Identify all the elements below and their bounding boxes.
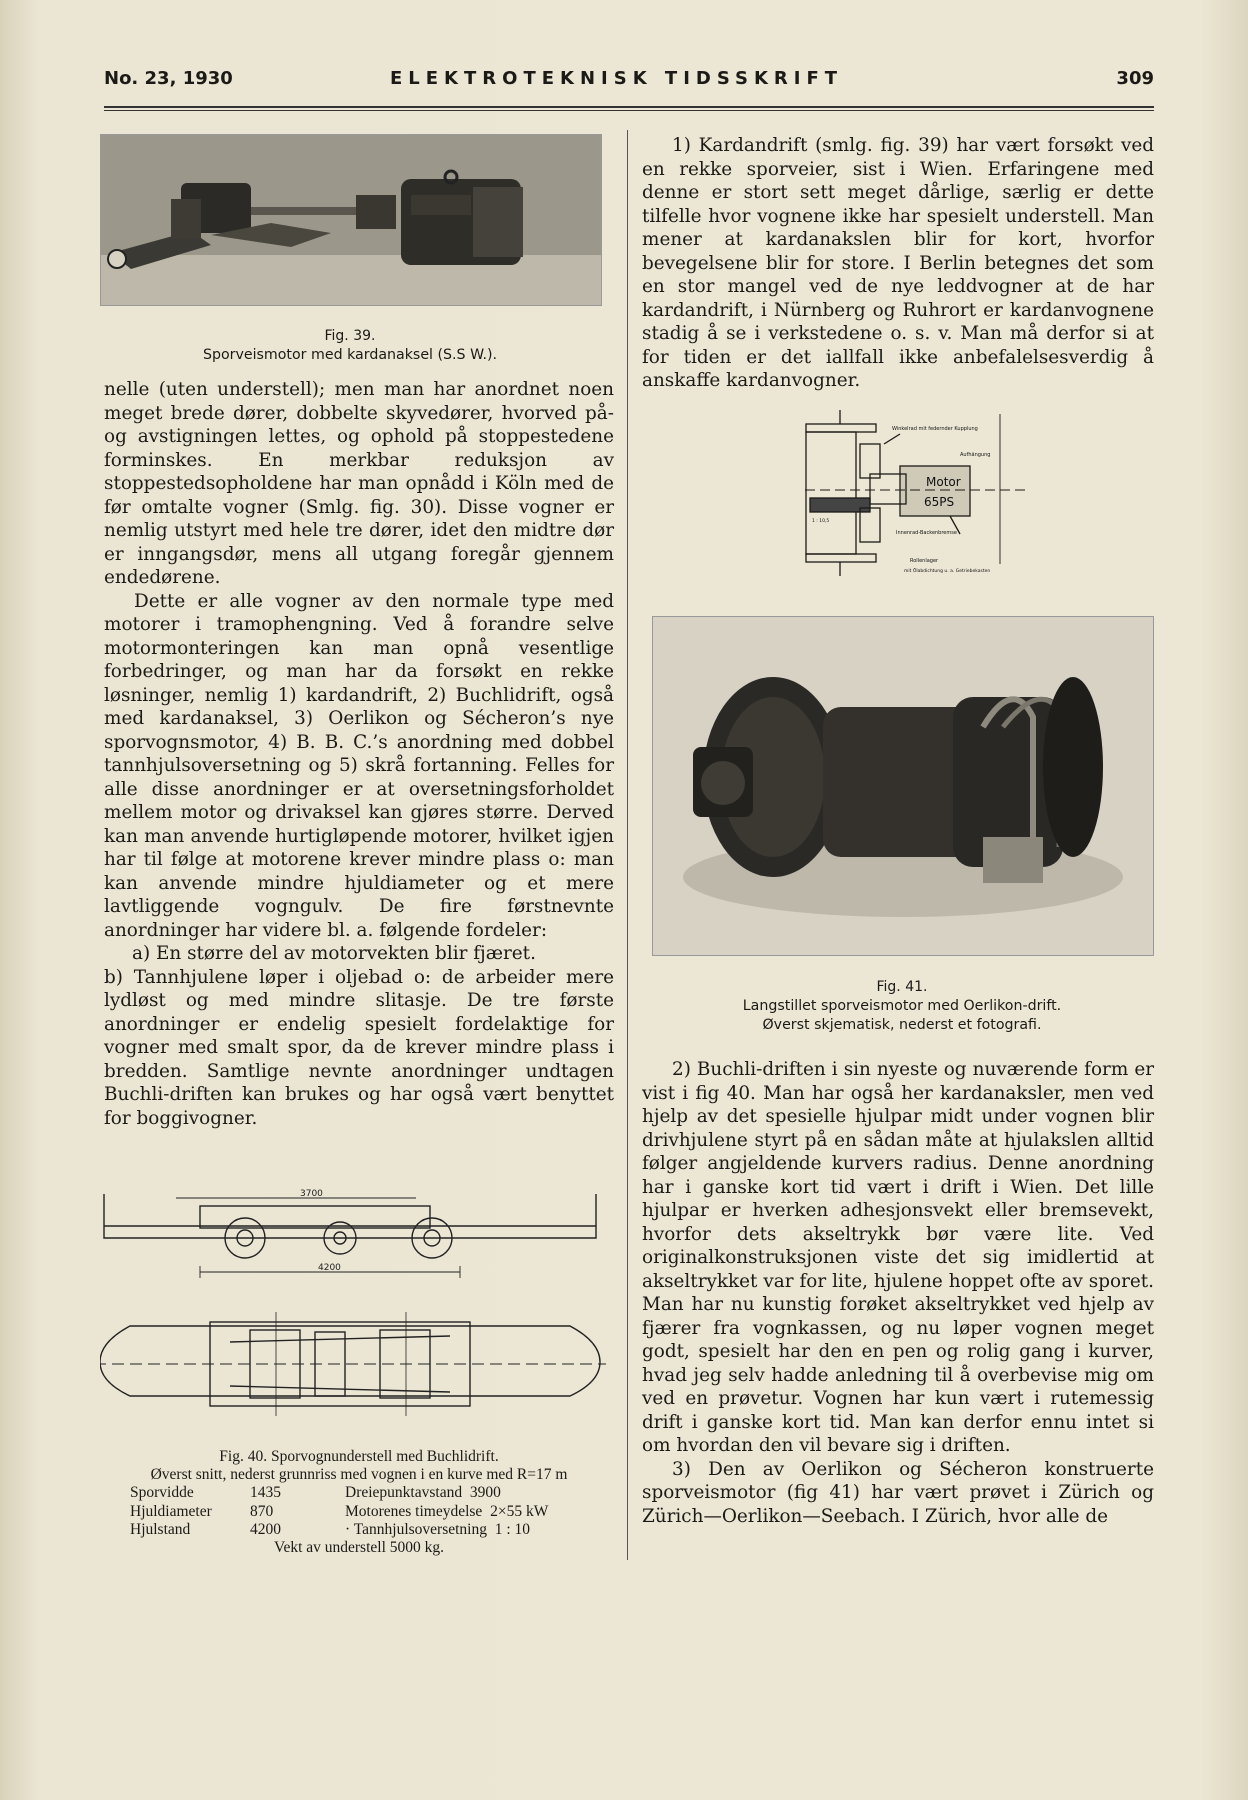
spec-pair [345, 1503, 565, 1521]
right-paragraph: 1) Kardandrift (smlg. fig. 39) har vært forsøkt ved en rekke sporveier, sist i Wien. Erfaringene med denne er stort sett meget dårlige, særlig er dette tilfelle hvor vognene ikke har spesielt understell. Man mener at kardanakslen blir for kort, hvorfor bevegelsene blir for store. I Berlin betegnes det som en stor mangel ved de nye leddvogner at de har kardandrift, i Nürnberg og Ruhrort er kardanvognene stadig å se i verkstedene o. s. v. Man må derfor si at for tiden er det iallfall ikke anbefalelsesverdig å anskaffe kardanvogner. [642, 135, 1154, 391]
left-paragraph: a) En større del av motorvekten blir fjæret. [132, 943, 536, 964]
left-paragraph: nelle (uten understell); men man har anordnet noen meget brede dører, dobbelte skyvedører, hvorved på- og avstigningen lettes, og ophold på stoppestedene forminskes. En merkbar reduksjon av stoppestedsopholdene har man opnådd i Köln med de før omtalte vogner (Smlg. fig. 30). Disse vogner er nemlig utstyrt med hele tre dører, idet den midtre dør er inngangsdør, mens all utgang foregår gjennem endedørene. [104, 379, 614, 588]
spec-label: Hjulstand [130, 1520, 191, 1538]
spec-label: Sporvidde [130, 1484, 194, 1502]
spec-pair [345, 1484, 565, 1502]
fig39-caption [100, 327, 600, 365]
fig40-spec-table [104, 1484, 614, 1539]
column-divider [627, 130, 628, 1560]
spec-value: 4200 [250, 1520, 281, 1538]
spec-label: Tannhjulsoversetning [353, 1520, 487, 1538]
left-paragraph: b) Tannhjulene løper i oljebad o: de arbeider mere lydløst og med mindre slitasje. De tre første anordninger er endelig spesielt fordelaktige for vogner med smalt spor, da de krever mindre plass i bredden. Samtlige nevnte anordninger undtagen Buchli-driften kan brukes og har også vært benyttet for boggivogner. [104, 966, 614, 1129]
right-column-bottom [642, 1058, 1154, 1528]
schematic-note: Aufhängung [960, 452, 991, 458]
schematic-note: 1 : 10,5 [812, 519, 830, 524]
left-paragraph: Dette er alle vogner av den normale type med motorer i tramophengning. Ved å forandre selve motormonteringen kan man opnå vesentlige forbedringer, og man har da forsøkt en rekke løsninger, nemlig 1) kardandrift, 2) Buchlidrift, også med kardanaksel, 3) Oerlikon og Sécheron’s nye sporvognsmotor, 4) B. B. C.’s anordning med dobbel tannhjulsoversetning og 5) skrå fortanning. Felles for alle disse anordninger er at oversetningsforholdet mellem motor og drivaksel kan gjøres større. Derved kan man anvende hurtigløpende motorer, hvilket igjen har til følge at motorene krever mindre plass o: man kan anvende mindre hjuldiameter og et mere lavtliggende vogngulv. De fire førstnevnte anordninger har videre bl. a. følgende fordeler: [104, 590, 614, 941]
fig40-caption-title: Fig. 40. Sporvognunderstell med Buchlidrift. [219, 1448, 499, 1465]
fig40-dim-bottom: 4200 [318, 1263, 341, 1273]
fig40-drawing [100, 1182, 610, 1430]
schematic-note: mit Ölabdichtung u. a. Getriebekasten [904, 569, 991, 574]
header-rule [104, 106, 1154, 108]
fig40-weight: Vekt av understell 5000 kg. [273, 1539, 445, 1557]
right-paragraph: 2) Buchli-driften i sin nyeste og nuværende form er vist i fig 40. Man har også her kardanaksler, men ved hjelp av det spesielle hjulpar midt under vognen blir drivhjulene styrt på en sådan måte at hjulakslen alltid følger angjeldende kurvers radius. Denne anordning har i ganske kort tid vært i drift i Wien. Det lille hjulpar er hverken adhesjonsvekt eller bremsevekt, hvorfor dets akseltrykk bør være lite. Ved originalkonstruksjonen viste det sig imidlertid at akseltrykket var for lite, hjulene hoppet ofte av sporet. Man har nu kunstig forøket akseltrykket ved hjelp av fjærer fra vognkassen, og nu løper vognen meget godt, spesielt har den en pen og rolig gang i kurver, hvad jeg selv hadde anledning til å overbevise mig om ved en prøvetur. Vognen har kun vært i rutemessig drift i ganske kort tid. Man kan derfor ennu intet si om hvordan den vil bevare sig i driften. [642, 1059, 1154, 1456]
fig39-caption-text: Sporveismotor med kardanaksel (S.S W.). [202, 347, 498, 363]
journal-title: ELEKTROTEKNISK TIDSSKRIFT [390, 68, 844, 89]
power-label: 65PS [924, 495, 955, 509]
fig39-label: Fig. 39. [324, 328, 376, 344]
schematic-note: Rollenlager [910, 558, 939, 564]
fig41-photo [652, 616, 1154, 956]
running-header [104, 68, 1154, 96]
fig41-label: Fig. 41. [876, 979, 928, 995]
spec-label: Dreiepunktavstand [345, 1484, 463, 1502]
page-number: 309 [1116, 68, 1154, 89]
fig41-caption-line2: Øverst skjematisk, nederst et fotografi. [762, 1017, 1042, 1033]
motor-label: Motor [926, 475, 961, 489]
fig41-caption-line1: Langstillet sporveismotor med Oerlikon-drift. [742, 998, 1062, 1014]
fig41-schematic [800, 404, 1030, 580]
fig39-photo [100, 134, 602, 306]
schematic-note: Innenrad-Backenbremse [896, 530, 957, 536]
kardan-motor-illustration [101, 135, 601, 305]
left-column [104, 378, 614, 1130]
spec-label: Motorenes timeydelse [345, 1502, 483, 1520]
spec-value: 3900 [469, 1484, 501, 1502]
spec-value: 870 [250, 1502, 274, 1520]
oerlikon-motor-illustration [653, 617, 1153, 955]
schematic-note: Winkelrad mit federnder Kupplung [892, 426, 978, 432]
fig40-caption [104, 1448, 614, 1557]
fig41-caption [652, 978, 1152, 1035]
fig40-dim-top: 3700 [300, 1189, 323, 1199]
spec-value: 2×55 kW [490, 1502, 549, 1520]
spec-pair: · Tannhjulsoversetning 1 : 10 [345, 1520, 531, 1538]
right-column-top [642, 134, 1154, 393]
right-paragraph: 3) Den av Oerlikon og Sécheron konstruerte sporveismotor (fig 41) har vært prøvet i Zürich og Zürich—Oerlikon—Seebach. I Zürich, hvor alle de [642, 1458, 1154, 1527]
spec-value: 1 : 10 [494, 1520, 531, 1538]
spec-value: 1435 [250, 1484, 281, 1502]
header-rule-thin [104, 110, 1154, 111]
fig40-caption-sub: Øverst snitt, nederst grunnriss med vognen i en kurve med R=17 m [150, 1466, 568, 1484]
issue-number: No. 23, 1930 [104, 68, 233, 89]
spec-label: Hjuldiameter [130, 1502, 212, 1520]
